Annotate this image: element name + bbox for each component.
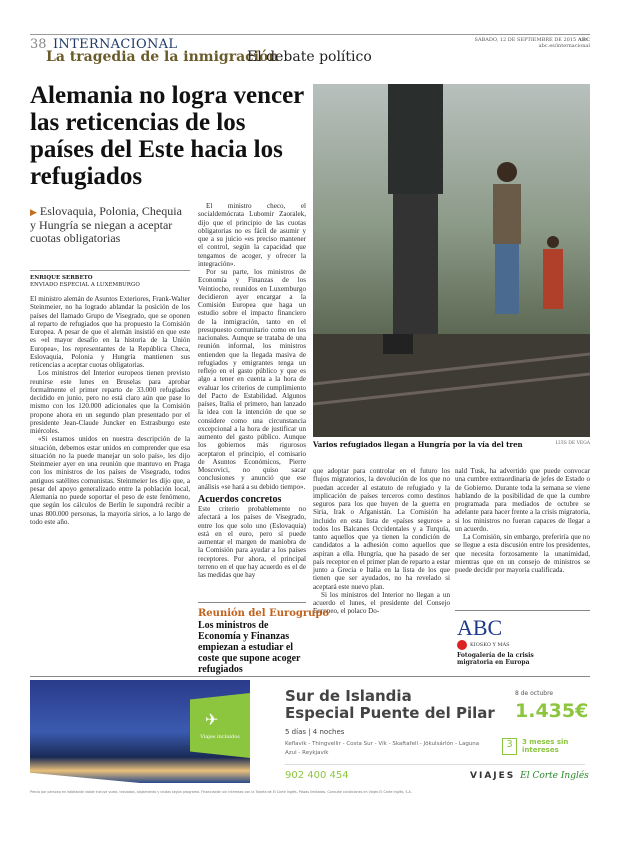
ad-financing: 3 meses sin intereses — [522, 738, 569, 754]
subheadline — [30, 205, 190, 245]
subheadline-text: Eslovaquia, Polonia, Chequia y Hungría se niegan a aceptar cuotas obligatorias — [30, 204, 182, 245]
sidebar-headline: Los ministros de Economía y Finanzas empiezan a estudiar el coste que supone acoger refugiados — [198, 620, 301, 675]
gallery-link[interactable]: Fotogalería de la crisis migratoria en Europa — [457, 652, 534, 666]
photo-illustration — [313, 84, 590, 437]
ad-divider — [285, 764, 585, 765]
promo-rule — [455, 610, 590, 611]
paragraph: «Si estamos unidos en nuestra descripción de la situación, debemos estar unidos en comprender que esa situación no la puede manejar un solo país», les dijo Steinmeier ayer en una reunión que mantuvo en Praga con los ministros de los países de Visegrado, todos antiguos satélites comunistas. Steinmeier les dijo que, a pesar del apoyo generalizado entre la población local, Alemania no puede soportar el peso de este fenómeno, que según los cálculos de Berlín le supondrá recibir a unas 800.000 personas, la mayoría sirios, a lo largo de todo este año. — [30, 435, 190, 526]
ad-price: 1.435€ — [515, 700, 589, 722]
ad-brand — [470, 771, 589, 781]
paragraph: El ministro checo, el socialdemócrata Lubomir Zaoralek, dijo que el principio de las cuotas obligatorias no es fácil de asumir y que a su juicio «es preciso mantener el control, según la capacidad que tengamos de acoger, y ofrecer la integración». — [198, 202, 306, 268]
photo-caption: Varios refugiados llegan a Hungría por la vía del tren — [313, 440, 523, 449]
kiosko-label: KIOSKO Y MÁS — [470, 642, 510, 648]
section-title: INTERNACIONAL — [53, 37, 178, 52]
ad-date: 8 de octubre — [515, 690, 554, 697]
topic-kicker: La tragedia de la inmigración — [46, 49, 279, 65]
paragraph: Este criterio probablemente no afectará a los países de Visegrado, entre los que solo uno (Eslovaquia) está en el euro, pero sí puede aumentar el margen de maniobra de la Comisión para ayudar a los países receptores. Por ahora, el principal terreno en el que hay acuerdo es el de las medidas que hay — [198, 505, 306, 579]
sidebar-kicker: Reunión del Eurogrupo — [198, 608, 330, 619]
paragraph: Si los ministros del Interior no llegan a un acuerdo el lunes, el presidente del Consejo Europeo, el polaco Do- — [313, 590, 450, 616]
column-4 — [455, 467, 590, 574]
triangle-bullet-icon: ▶ — [30, 207, 37, 217]
paragraph: Los ministros del Interior europeos tienen previsto reunirse este lunes en Bruselas para aprobar formalmente el primer reparto de 33.000 refugiados decidido en junio, pero no está claro aún que pase lo mismo con los 120.000 adicionales que la Comisión propone ahora en un segundo plan presentado por el presidente Jean-Claude Juncker en Estrasburgo este miércoles. — [30, 369, 190, 435]
paragraph: La Comisión, sin embargo, preferiría que no se llegue a esta discusión entre los presidentes, que necesita forzosamente la unanimidad, mientras que en un consejo de ministros se puede decidir por mayoría cualificada. — [455, 533, 590, 574]
plane-icon: ✈ — [205, 710, 219, 729]
photo-credit: LUIS DE VEGA — [555, 441, 590, 446]
topic-secondary: El debate político — [247, 49, 372, 65]
brand-logo: El Corte Inglés — [520, 771, 589, 781]
ad-rule — [30, 676, 590, 677]
refugees-photo — [313, 84, 590, 437]
ad-badge: Viajes incluidos — [200, 734, 240, 740]
headline: Alemania no logra vencer las reticencias de los países del Este hacia los refugiados — [30, 82, 304, 190]
ad-phone[interactable]: 902 400 454 — [285, 770, 349, 781]
paragraph: Por su parte, los ministros de Economía y Finanzas de los Veintiocho, reunidos en Luxemburgo decidieron ayer encargar a la Comisión Europea que haga un estudio sobre el impacto financiero de la inmigración, tanto en el presupuesto comunitario como en los nacionales. Aunque se trataba de una reunión informal, los ministros entienden que la llegada masiva de refugiados y emigrantes tenga un reflejo en el gasto público y que es algo a tener en cuenta a la hora de evaluar los criterios de cumplimiento del Pacto de Estabilidad. Algunos países, Italia el primero, han lanzado la idea con la intención de que se considere como una circunstancia excepcional a la hora de justificar un aumento del gasto público. Aunque los gobiernos más rigurosos aceptaron el principio, el comisario de Asuntos Económicos, Pierre Moscovici, no quiso sacar conclusiones y anunció que ese análisis «se hará a su debido tiempo». — [198, 268, 306, 491]
kiosko-icon — [457, 640, 467, 650]
ad-route: Keflavík - Thingvellir - Costa Sur - Vík - Skaftafell - Jökulsárlón - Laguna Azul - Reykjavík — [285, 741, 480, 756]
header-rule — [30, 34, 590, 35]
url: abc.es/internacional — [538, 43, 590, 49]
author-role: ENVIADO ESPECIAL A LUXEMBURGO — [30, 282, 140, 288]
abc-logo[interactable]: ABC — [457, 615, 503, 640]
ad-fine-print: Precio por persona en habitación doble incluye vuelo, traslados, alojamiento y visitas según programa. Financiación sin intereses con la Tarjeta de El Corte Inglés. Plazas limitadas. Consulte condiciones en Viajes El Corte Inglés, S.A. — [30, 790, 412, 794]
page-number: 38 — [30, 37, 47, 52]
subhead: Acuerdos concretos — [198, 493, 282, 505]
date: SÁBADO, 12 DE SEPTIEMBRE DE 2015 — [474, 37, 577, 43]
brand: ABC — [577, 37, 590, 43]
dateline — [470, 37, 590, 49]
box-rule — [198, 602, 306, 603]
paragraph: El ministro alemán de Asuntos Exteriores, Frank-Walter Steinmeier, no ha logrado ablandar la posición de los países del llamado Grupo de Visegrado, que se oponen al reparto de refugiados que ha propuesto la Comisión Europea. A pesar de que el alemán insistió en que este es «el mayor desafío en la historia de la Unión Europea», los representantes de la República Checa, Eslovaquia, Polonia y Hungría mantienen sus reticencias a aceptar cuotas obligatorias. — [30, 295, 190, 369]
paragraph: nald Tusk, ha advertido que puede convocar una cumbre extraordinaria de jefes de Estado o de Gobierno. Durante toda la semana se viene hablando de la posibilidad de que la cumbre programada para mediados de octubre se adelante para hacer frente a la crisis migratoria, si los ministros no fueran capaces de llegar a un acuerdo. — [455, 467, 590, 533]
column-2 — [198, 202, 306, 579]
ad-title — [285, 688, 495, 722]
ad-green-flag — [190, 693, 250, 758]
kiosko-tag — [457, 640, 510, 650]
ad-title-line2: Especial Puente del Pilar — [285, 704, 495, 722]
column-3 — [313, 467, 450, 616]
ad-title-line1: Sur de Islandia — [285, 687, 412, 705]
brand-prefix: VIAJES — [470, 771, 516, 781]
author-name: ENRIQUE SERBETO — [30, 275, 93, 281]
column-1 — [30, 295, 190, 526]
ad-duration: 5 días | 4 noches — [285, 728, 345, 736]
calendar-icon: 3 — [502, 738, 517, 755]
paragraph: que adoptar para controlar en el futuro los flujos migratorios, la devolución de los que no puedan acceder al estatuto de refugiado y la implicación de países terceros como destinos seguros para los que huyen de la guerra en Siria, Irak o Afganistán. La Comisión ha incluido en esta lista de «países seguros» a todos los Balcanes Occidentales y a Turquía, tanto aquellos que ya tienen la condición de candidatos a la adhesión como aquellos que aspiran a ella. Hungría, que ha pasado de ser país receptor en el primer plan de reparto a estar junto a Grecia e Italia en la lista de los que tienen que ser ayudados, no ha revelado si aceptará este nuevo plan. — [313, 467, 450, 591]
byline — [30, 270, 190, 289]
